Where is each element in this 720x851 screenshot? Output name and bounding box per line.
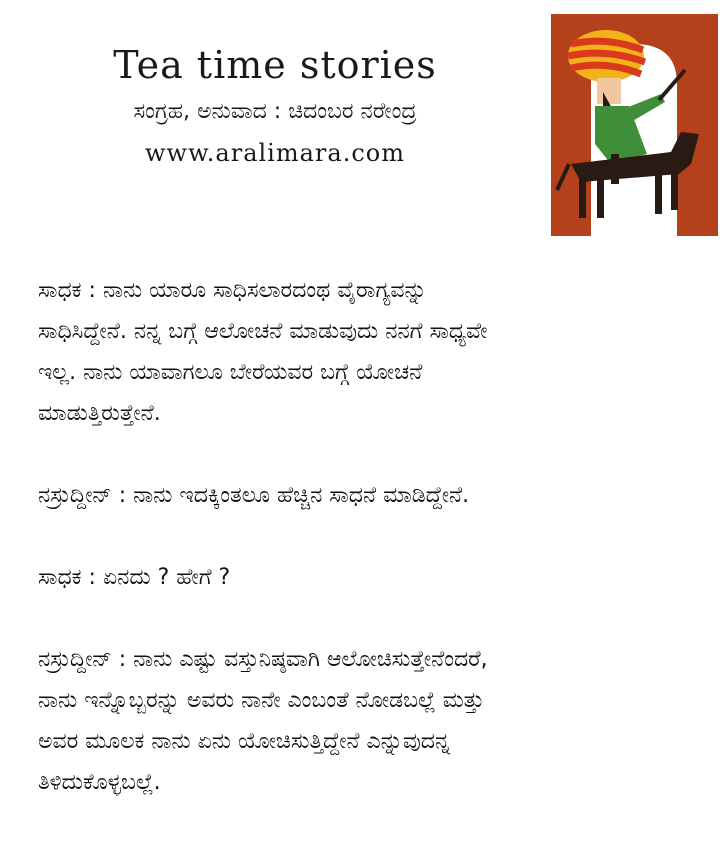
page-title: Tea time stories xyxy=(113,43,437,87)
page-subtitle: ಸಂಗ್ರಹ, ಅನುವಾದ : ಚಿದಂಬರ ನರೇಂದ್ರ xyxy=(133,99,417,124)
paragraph-nasruddin-2: ನಸ್ರುದ್ದೀನ್ : ನಾನು ಎಷ್ಟು ವಸ್ತುನಿಷ್ಠವಾಗಿ ಆಲೋಚಿಸುತ್ತೇನೆಂದರೆ, ನಾನು ಇನ್ನೊಬ್ಬರನ್ನು ಅವರು ನಾನೇ ಎಂಬಂತೆ ನೋಡಬಲ್ಲೆ ಮತ್ತು ಅವರ ಮೂಲಕ ನಾನು ಏನು ಯೋಚಿಸುತ್ತಿದ್ದೇನೆ ಎನ್ನುವುದನ್ನ ತಿಳಿದುಕೊಳ್ಳಬಲ್ಲೆ. xyxy=(38,647,488,795)
paragraph-nasruddin-1: ನಸ್ರುದ್ದೀನ್ : ನಾನು ಇದಕ್ಕಿಂತಲೂ ಹೆಚ್ಚಿನ ಸಾಧನೆ ಮಾಡಿದ್ದೇನೆ. xyxy=(38,483,470,508)
header xyxy=(0,40,550,174)
turbaned-rider-on-donkey-icon xyxy=(551,14,718,236)
story-text xyxy=(38,270,706,844)
paragraph-sadhaka-1: ಸಾಧಕ : ನಾನು ಯಾರೂ ಸಾಧಿಸಲಾರದಂಥ ವೈರಾಗ್ಯವನ್ನು ಸಾಧಿಸಿದ್ದೇನೆ. ನನ್ನ ಬಗ್ಗೆ ಆಲೋಚನೆ ಮಾಡುವುದು ನನಗೆ ಸಾಧ್ಯವೇ ಇಲ್ಲ. ನಾನು ಯಾವಾಗಲೂ ಬೇರೆಯವರ ಬಗ್ಗೆ ಯೋಚನೆ ಮಾಡುತ್ತಿರುತ್ತೇನೆ. xyxy=(38,278,488,426)
paragraph-sadhaka-2: ಸಾಧಕ : ಏನದು ? ಹೇಗೆ ? xyxy=(38,565,231,590)
website-link[interactable]: www.aralimara.com xyxy=(145,139,405,167)
